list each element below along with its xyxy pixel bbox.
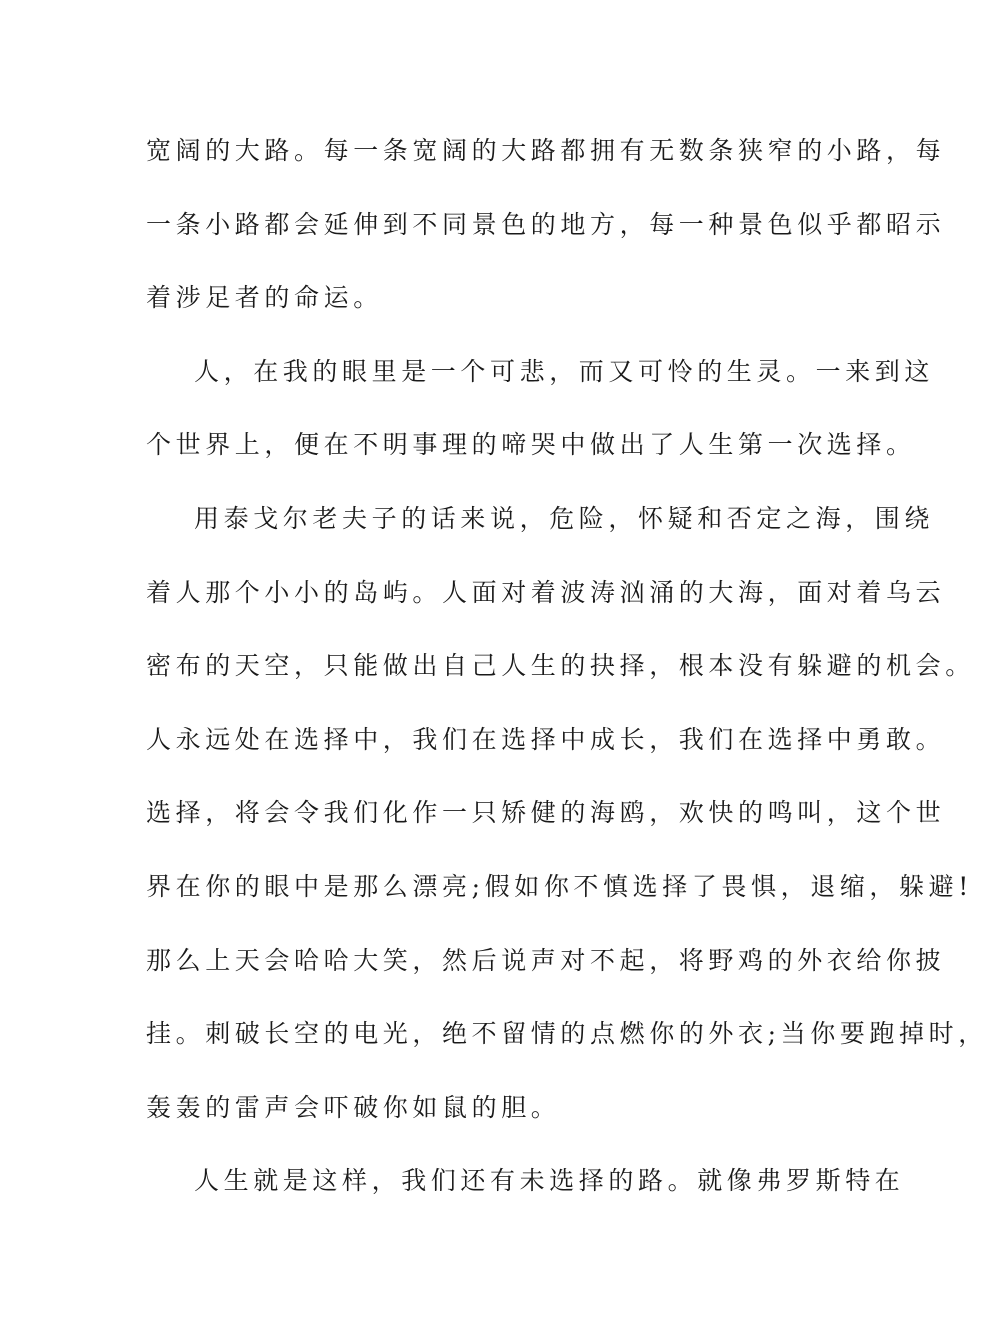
document-body: [146, 126, 988, 1230]
text-line: 人永远处在选择中，我们在选择中成长，我们在选择中勇敢。: [146, 724, 946, 754]
text-line: 个世界上，便在不明事理的啼哭中做出了人生第一次选择。: [146, 430, 916, 460]
text-line: 着人那个小小的岛屿。人面对着波涛汹涌的大海，面对着乌云: [146, 577, 946, 607]
text-line: 选择，将会令我们化作一只矫健的海鸥，欢快的鸣叫，这个世: [146, 798, 946, 828]
text-line: 密布的天空，只能做出自己人生的抉择，根本没有躲避的机会。: [146, 651, 975, 681]
text-line: 宽阔的大路。每一条宽阔的大路都拥有无数条狭窄的小路，每: [146, 136, 946, 165]
text-line: 那么上天会哈哈大笑，然后说声对不起，将野鸡的外衣给你披: [146, 945, 946, 975]
paragraph-first-line: 用泰戈尔老夫子的话来说，危险，怀疑和否定之海，围绕: [194, 503, 935, 533]
text-line: 一条小路都会延伸到不同景色的地方，每一种景色似乎都昭示: [146, 209, 946, 239]
text-line: 着涉足者的命运。: [146, 283, 383, 313]
paragraph-first-line: 人生就是这样，我们还有未选择的路。就像弗罗斯特在: [194, 1166, 905, 1196]
text-line: 界在你的眼中是那么漂亮;假如你不慎选择了畏惧，退缩，躲避!: [146, 871, 973, 901]
text-line: 挂。刺破长空的电光，绝不留情的点燃你的外衣;当你要跑掉时，: [146, 1019, 988, 1049]
paragraph-first-line: 人，在我的眼里是一个可悲，而又可怜的生灵。一来到这: [194, 356, 935, 386]
text-line: 轰轰的雷声会吓破你如鼠的胆。: [146, 1092, 561, 1122]
